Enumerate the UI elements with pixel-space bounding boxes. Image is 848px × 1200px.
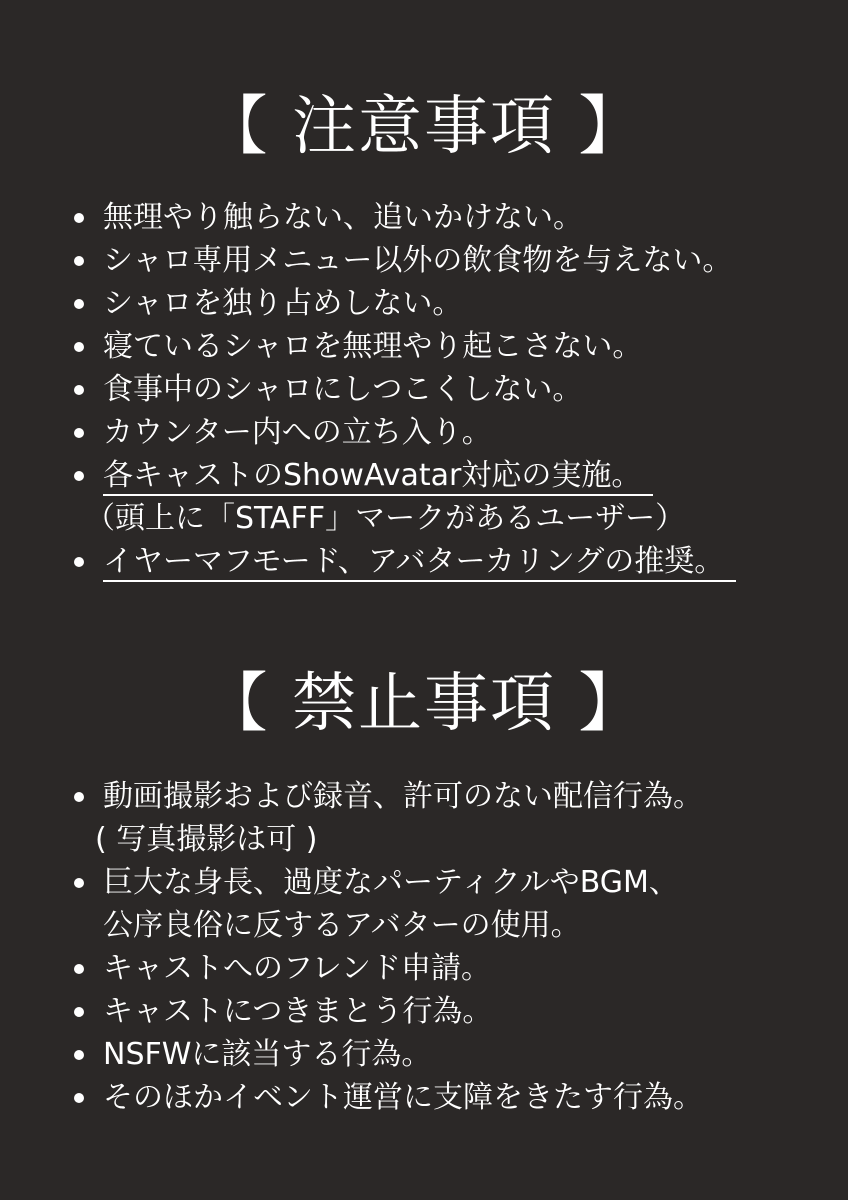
item-subtext: （頭上に「STAFF」マークがあるユーザー） [85,501,686,536]
list-item [70,947,818,990]
list-item [70,411,818,454]
notes-title: 【 注意事項 】 [203,90,645,164]
bullet-icon [74,385,84,395]
bullet-icon [74,471,84,481]
item-text: カウンター内への立ち入り。 [103,415,492,450]
item-text: 巨大な身長、過度なパーティクルやBGM、 [103,865,679,900]
item-text: 食事中のシャロにしつこくしない。 [103,372,583,407]
list-item [70,196,818,239]
bullet-icon [74,557,84,567]
item-text: キャストにつきまとう行為。 [103,994,493,1029]
list-item [70,325,818,368]
bullet-icon [74,299,84,309]
list-item [70,990,818,1033]
bullet-icon [74,428,84,438]
list-item [70,775,818,861]
item-subtext: 公序良俗に反するアバターの使用。 [103,908,581,943]
item-text: そのほかイベント運営に支障をきたす行為。 [103,1080,703,1115]
bullet-icon [74,792,84,802]
list-item [70,282,818,325]
list-item [70,861,818,947]
list-item [70,1076,818,1119]
item-text: キャストへのフレンド申請。 [103,951,492,986]
bullet-icon [74,1007,84,1017]
bullet-icon [74,1050,84,1060]
item-subtext: ( 写真撮影は可 ) [95,822,318,857]
item-text: 寝ているシャロを無理やり起こさない。 [103,329,643,364]
item-text: 動画撮影および録音、許可のない配信行為。 [103,779,703,814]
bullet-icon [74,878,84,888]
bullet-icon [74,342,84,352]
item-text: NSFWに該当する行為。 [103,1037,432,1072]
list-item [70,454,818,540]
list-item [70,1033,818,1076]
prohibited-title: 【 禁止事項 】 [203,667,645,741]
item-text-underlined: イヤーマフモード、アバターカリングの推奨。 [103,544,736,582]
bullet-icon [74,213,84,223]
bullet-icon [74,256,84,266]
item-text: 無理やり触らない、追いかけない。 [103,200,583,235]
list-item [70,239,818,282]
item-text: シャロ専用メニュー以外の飲食物を与えない。 [103,243,733,278]
notes-list [70,196,818,583]
list-item [70,368,818,411]
item-text: シャロを独り占めしない。 [103,286,463,321]
item-text-underlined: 各キャストのShowAvatar対応の実施。 [103,458,653,496]
prohibited-list [70,775,818,1119]
list-item [70,540,818,583]
bullet-icon [74,1093,84,1103]
bullet-icon [74,964,84,974]
